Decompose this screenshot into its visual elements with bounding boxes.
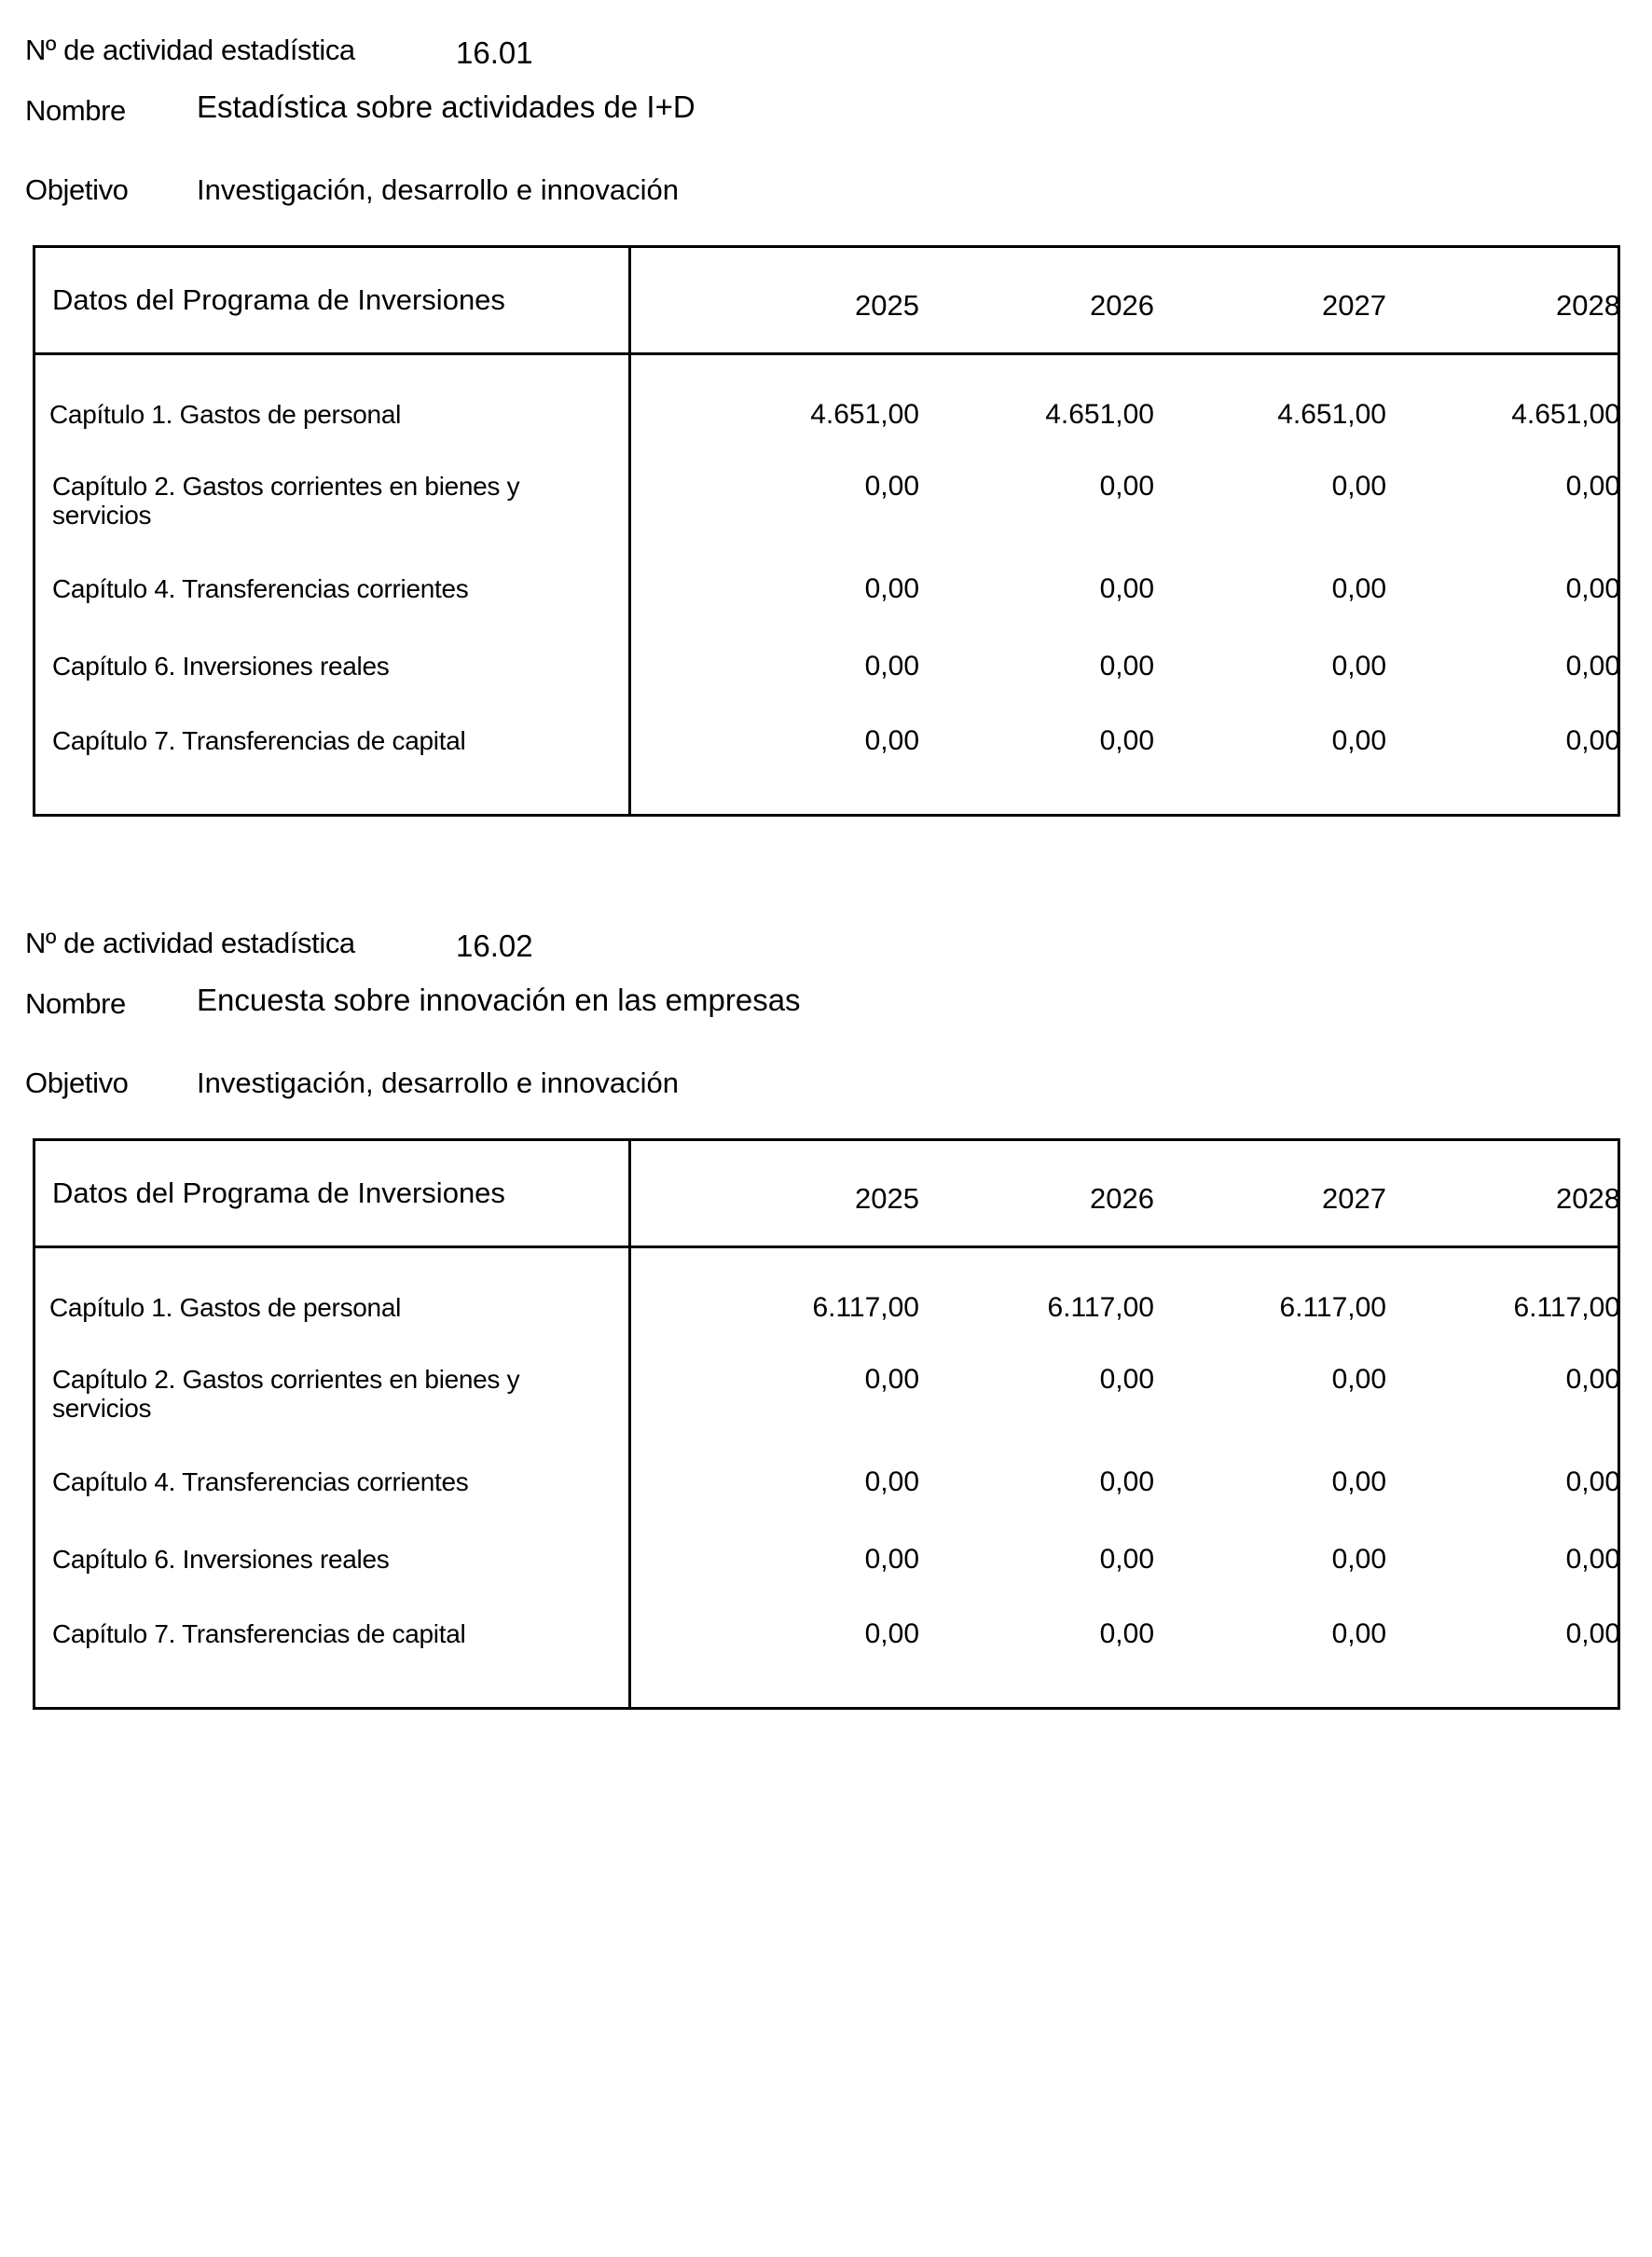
cell-ch1-2025: 4.651,00 bbox=[810, 399, 919, 430]
row-label-chapter-6: Capítulo 6. Inversiones reales bbox=[52, 652, 390, 681]
activity-name-value: Estadística sobre actividades de I+D bbox=[197, 89, 695, 124]
year-header-2025: 2025 bbox=[855, 289, 919, 322]
column-divider bbox=[628, 248, 631, 814]
row-label-chapter-1: Capítulo 1. Gastos de personal bbox=[49, 400, 402, 429]
cell-ch7-2025: 0,00 bbox=[864, 1618, 919, 1649]
cell-ch2-2028: 0,00 bbox=[1565, 1364, 1620, 1395]
cell-ch6-2028: 0,00 bbox=[1565, 651, 1620, 681]
cell-ch4-2026: 0,00 bbox=[1099, 573, 1154, 604]
activity-objective-value: Investigación, desarrollo e innovación bbox=[197, 1067, 679, 1099]
cell-ch6-2028: 0,00 bbox=[1565, 1544, 1620, 1575]
column-divider bbox=[628, 1141, 631, 1707]
year-header-2025: 2025 bbox=[855, 1182, 919, 1215]
year-header-2026: 2026 bbox=[1090, 1182, 1154, 1215]
cell-ch4-2027: 0,00 bbox=[1331, 573, 1386, 604]
year-header-2027: 2027 bbox=[1322, 289, 1386, 322]
cell-ch1-2027: 6.117,00 bbox=[1279, 1292, 1386, 1323]
activity-block bbox=[0, 0, 1652, 895]
table-header-label: Datos del Programa de Inversiones bbox=[52, 283, 505, 316]
cell-ch7-2028: 0,00 bbox=[1565, 725, 1620, 756]
cell-ch7-2027: 0,00 bbox=[1331, 725, 1386, 756]
activity-objective-label: Objetivo bbox=[25, 173, 129, 206]
cell-ch4-2025: 0,00 bbox=[864, 1466, 919, 1497]
header-divider bbox=[35, 352, 1618, 355]
cell-ch7-2025: 0,00 bbox=[864, 725, 919, 756]
cell-ch2-2028: 0,00 bbox=[1565, 471, 1620, 502]
cell-ch1-2026: 4.651,00 bbox=[1045, 399, 1154, 430]
row-label-chapter-4: Capítulo 4. Transferencias corrientes bbox=[52, 574, 469, 603]
cell-ch6-2026: 0,00 bbox=[1099, 651, 1154, 681]
row-label-chapter-4: Capítulo 4. Transferencias corrientes bbox=[52, 1467, 469, 1496]
year-header-2028: 2028 bbox=[1556, 289, 1620, 322]
cell-ch1-2026: 6.117,00 bbox=[1047, 1292, 1154, 1323]
row-label-chapter-6: Capítulo 6. Inversiones reales bbox=[52, 1545, 390, 1574]
activity-name-value: Encuesta sobre innovación en las empresas bbox=[197, 983, 801, 1017]
activity-objective-value: Investigación, desarrollo e innovación bbox=[197, 173, 679, 206]
cell-ch2-2027: 0,00 bbox=[1331, 1364, 1386, 1395]
row-label-chapter-2: Capítulo 2. Gastos corrientes en bienes y servicios bbox=[52, 472, 520, 530]
cell-ch7-2026: 0,00 bbox=[1099, 1618, 1154, 1649]
table-header-label: Datos del Programa de Inversiones bbox=[52, 1177, 505, 1209]
cell-ch7-2026: 0,00 bbox=[1099, 725, 1154, 756]
cell-ch2-2026: 0,00 bbox=[1099, 1364, 1154, 1395]
cell-ch4-2026: 0,00 bbox=[1099, 1466, 1154, 1497]
cell-ch1-2025: 6.117,00 bbox=[812, 1292, 919, 1323]
activity-objective-label: Objetivo bbox=[25, 1067, 129, 1099]
cell-ch1-2028: 4.651,00 bbox=[1511, 399, 1620, 430]
activity-number-value: 16.01 bbox=[456, 35, 533, 70]
activity-number-label: Nº de actividad estadística bbox=[25, 927, 355, 959]
cell-ch1-2027: 4.651,00 bbox=[1277, 399, 1386, 430]
header-divider bbox=[35, 1245, 1618, 1248]
cell-ch6-2027: 0,00 bbox=[1331, 651, 1386, 681]
cell-ch6-2027: 0,00 bbox=[1331, 1544, 1386, 1575]
cell-ch2-2025: 0,00 bbox=[864, 471, 919, 502]
year-header-2028: 2028 bbox=[1556, 1182, 1620, 1215]
year-header-2027: 2027 bbox=[1322, 1182, 1386, 1215]
cell-ch4-2025: 0,00 bbox=[864, 573, 919, 604]
row-label-chapter-1: Capítulo 1. Gastos de personal bbox=[49, 1293, 402, 1322]
cell-ch2-2025: 0,00 bbox=[864, 1364, 919, 1395]
activity-block bbox=[0, 893, 1652, 1788]
cell-ch1-2028: 6.117,00 bbox=[1513, 1292, 1620, 1323]
cell-ch6-2025: 0,00 bbox=[864, 1544, 919, 1575]
investment-table bbox=[33, 245, 1620, 817]
cell-ch7-2027: 0,00 bbox=[1331, 1618, 1386, 1649]
cell-ch2-2026: 0,00 bbox=[1099, 471, 1154, 502]
activity-name-label: Nombre bbox=[25, 987, 126, 1020]
cell-ch2-2027: 0,00 bbox=[1331, 471, 1386, 502]
activity-name-label: Nombre bbox=[25, 94, 126, 127]
row-label-chapter-7: Capítulo 7. Transferencias de capital bbox=[52, 1619, 466, 1648]
cell-ch7-2028: 0,00 bbox=[1565, 1618, 1620, 1649]
investment-table bbox=[33, 1138, 1620, 1710]
cell-ch6-2026: 0,00 bbox=[1099, 1544, 1154, 1575]
cell-ch4-2027: 0,00 bbox=[1331, 1466, 1386, 1497]
activity-number-value: 16.02 bbox=[456, 929, 533, 963]
row-label-chapter-7: Capítulo 7. Transferencias de capital bbox=[52, 726, 466, 755]
year-header-2026: 2026 bbox=[1090, 289, 1154, 322]
cell-ch4-2028: 0,00 bbox=[1565, 573, 1620, 604]
cell-ch6-2025: 0,00 bbox=[864, 651, 919, 681]
activity-number-label: Nº de actividad estadística bbox=[25, 34, 355, 66]
row-label-chapter-2: Capítulo 2. Gastos corrientes en bienes y servicios bbox=[52, 1365, 520, 1423]
cell-ch4-2028: 0,00 bbox=[1565, 1466, 1620, 1497]
